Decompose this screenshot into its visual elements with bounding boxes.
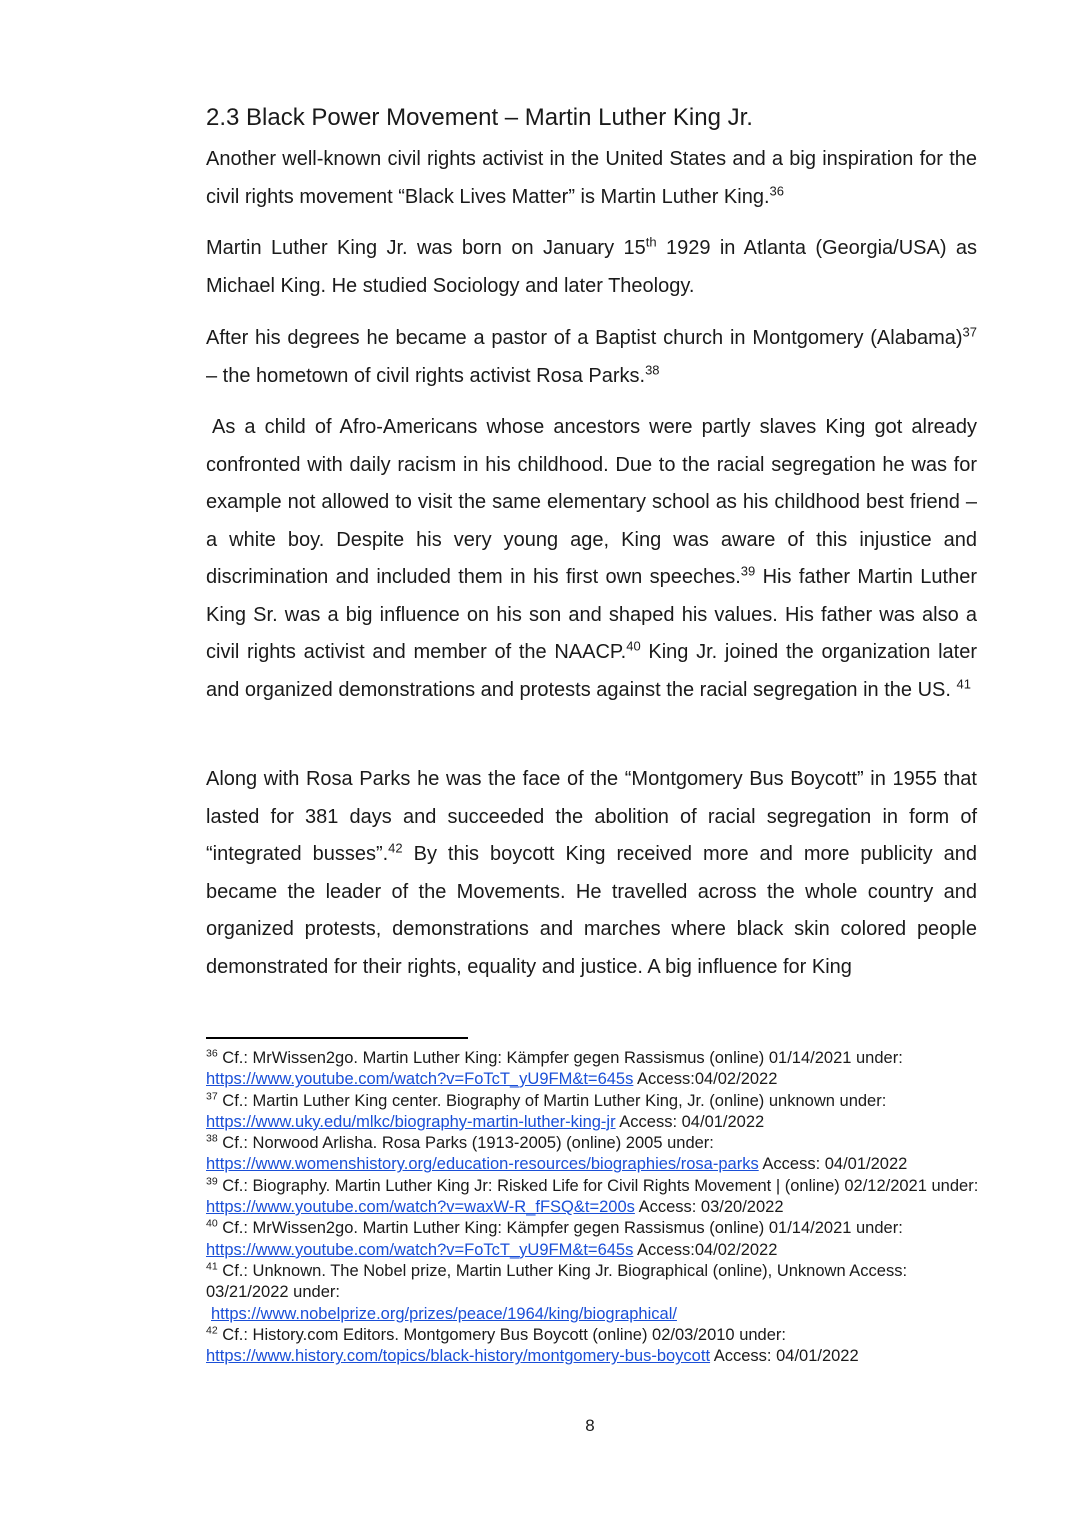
footnote-number: 37 — [206, 1090, 218, 1103]
ordinal-suffix: th — [645, 234, 657, 250]
footnote-36 — [206, 1048, 986, 1091]
footnote-link[interactable]: https://www.youtube.com/watch?v=FoTcT_yU9FM&t=645s — [206, 1240, 634, 1259]
footnote-text: Cf.: MrWissen2go. Martin Luther King: Kämpfer gegen Rassismus (online) 01/14/2021 under: — [222, 1219, 903, 1238]
footnote-41 — [206, 1261, 986, 1325]
paragraph-boycott — [206, 761, 977, 986]
footnote-number: 39 — [206, 1175, 218, 1188]
footnote-access: Access: 03/20/2022 — [638, 1198, 784, 1217]
paragraph-text: Martin Luther King Jr. was born on January 15 — [206, 237, 646, 259]
footnote-access: Access: 04/01/2022 — [619, 1112, 765, 1131]
paragraph-text: After his degrees he became a pastor of a Baptist church in Montgomery (Alabama) — [206, 327, 963, 349]
footnote-ref[interactable]: 39 — [740, 563, 756, 579]
paragraph-text: King Jr. joined the organization later and organized demonstrations and protests against the racial segregation in the US. — [206, 641, 977, 701]
paragraph-intro — [206, 141, 977, 216]
footnote-access: Access:04/02/2022 — [637, 1070, 778, 1089]
footnote-text: Cf.: Norwood Arlisha. Rosa Parks (1913-2005) (online) 2005 under: — [222, 1134, 714, 1153]
page-number: 8 — [585, 1416, 595, 1435]
footnote-number: 42 — [206, 1324, 218, 1337]
footnote-40 — [206, 1218, 986, 1261]
footnote-text: Cf.: Unknown. The Nobel prize, Martin Luther King Jr. Biographical (online), Unknown Access: 03/21/2022 under: — [206, 1261, 908, 1302]
paragraph-text: Another well-known civil rights activist in the United States and a big inspiration for the civil rights movement “Black Lives Matter” is Martin Luther King. — [206, 148, 977, 208]
paragraph-birth — [206, 230, 977, 305]
footnote-42 — [206, 1325, 986, 1368]
footnote-38 — [206, 1133, 986, 1176]
paragraph-text: As a child of Afro-Americans whose ancestors were partly slaves King got already confronted with daily racism in his childhood. Due to the racial segregation he was for example not allowed to visit the same elementary school as his childhood best friend – a white boy. Despite his very young age, King was aware of this injustice and discrimination and included them in his first own speeches. — [206, 416, 977, 588]
paragraph-text: By this boycott King received more and more publicity and became the leader of the Movements. He travelled across the whole country and organized protests, demonstrations and marches where black skin colored people demonstrated for their rights, equality and justice. A big influence for King — [206, 843, 977, 978]
footnote-link[interactable]: https://www.nobelprize.org/prizes/peace/1964/king/biographical/ — [211, 1304, 677, 1323]
footnote-number: 40 — [206, 1217, 218, 1230]
footnote-access: Access: 04/01/2022 — [762, 1155, 908, 1174]
footnote-divider — [206, 1037, 468, 1039]
footnote-number: 41 — [206, 1260, 218, 1273]
footnotes — [206, 1048, 986, 1367]
footnote-ref[interactable]: 40 — [626, 638, 641, 654]
footnote-ref[interactable]: 37 — [962, 324, 977, 340]
footnote-39 — [206, 1176, 986, 1219]
paragraph-pastor — [206, 320, 977, 395]
footnote-number: 36 — [206, 1047, 218, 1060]
footnote-ref[interactable]: 36 — [769, 182, 784, 198]
paragraph-text: His father Martin Luther King Sr. was a big influence on his son and shaped his values. His father was also a civil rights activist and member of the NAACP. — [206, 566, 978, 663]
footnote-link[interactable]: https://www.youtube.com/watch?v=waxW-R_fFSQ&t=200s — [206, 1198, 635, 1217]
paragraph-text: Along with Rosa Parks he was the face of the “Montgomery Bus Boycott” in 1955 that lasted for 381 days and succeeded the abolition of racial segregation in form of “integrated busses”. — [206, 768, 977, 865]
footnote-number: 38 — [206, 1132, 218, 1145]
footnote-text: Cf.: Biography. Martin Luther King Jr: Risked Life for Civil Rights Movement | (online) 02/12/2021 under: — [222, 1176, 979, 1195]
footnote-ref[interactable]: 38 — [645, 361, 660, 377]
section-heading: 2.3 Black Power Movement – Martin Luther King Jr. — [206, 104, 753, 131]
footnote-access: Access: 04/01/2022 — [713, 1347, 859, 1366]
paragraph-text: 1929 in Atlanta (Georgia/USA) as Michael King. He studied Sociology and later Theology. — [206, 237, 977, 297]
footnote-text: Cf.: History.com Editors. Montgomery Bus Boycott (online) 02/03/2010 under: — [222, 1325, 786, 1344]
footnote-text: Cf.: MrWissen2go. Martin Luther King: Kämpfer gegen Rassismus (online) 01/14/2021 under: — [222, 1049, 903, 1067]
footnote-text: Cf.: Martin Luther King center. Biography of Martin Luther King, Jr. (online) unknown under: — [222, 1091, 887, 1110]
footnote-link[interactable]: https://www.womenshistory.org/education-resources/biographies/rosa-parks — [206, 1155, 759, 1174]
paragraph-childhood — [206, 409, 977, 709]
footnote-link[interactable]: https://www.uky.edu/mlkc/biography-martin-luther-king-jr — [206, 1112, 616, 1131]
paragraph-text: – the hometown of civil rights activist Rosa Parks. — [206, 364, 646, 387]
footnote-link[interactable]: https://www.youtube.com/watch?v=FoTcT_yU9FM&t=645s — [206, 1070, 634, 1089]
footnote-access: Access:04/02/2022 — [637, 1240, 778, 1259]
footnote-ref[interactable]: 41 — [956, 675, 971, 691]
footnote-ref[interactable]: 42 — [388, 840, 403, 856]
footnote-37 — [206, 1091, 986, 1134]
footnote-link[interactable]: https://www.history.com/topics/black-history/montgomery-bus-boycott — [206, 1347, 711, 1366]
